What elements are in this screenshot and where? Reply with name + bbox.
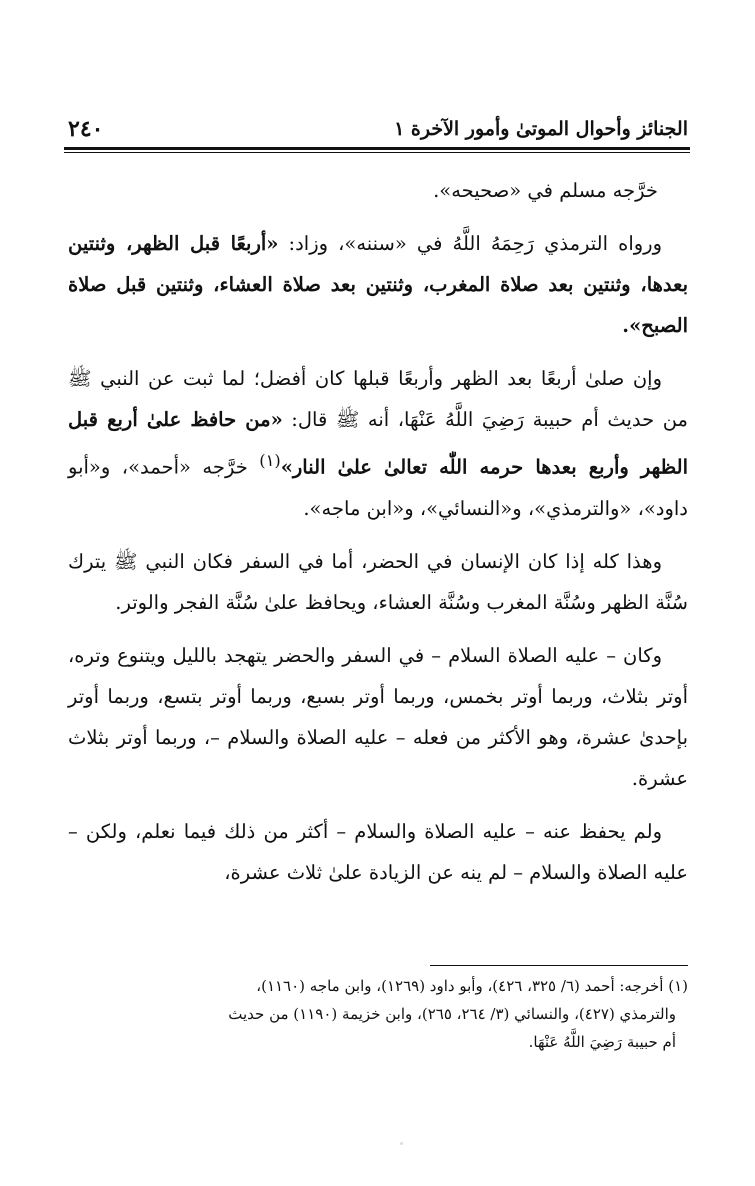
- footnotes: [68, 972, 688, 1056]
- footnote-separator: [430, 965, 688, 966]
- paragraph-6: [68, 811, 688, 893]
- footnote-marker: (١): [259, 451, 281, 470]
- paragraph-4: [68, 541, 688, 623]
- paragraph-6-text: ولم يحفظ عنه – عليه الصلاة والسلام – أكثر من ذلك فيما نعلم، ولكن – عليه الصلاة والسلام – لم ينه عن الزيادة علىٰ ثلاث عشرة،: [68, 819, 688, 884]
- paragraph-1-text: خرَّجه مسلم في «صحيحه».: [433, 179, 658, 202]
- paragraph-2: [68, 223, 688, 346]
- running-title: الجنائز وأحوال الموتىٰ وأمور الآخرة ١: [394, 118, 688, 140]
- paragraph-3-intro: وإن صلىٰ أربعًا بعد الظهر وأربعًا قبلها كان أفضل؛ لما ثبت عن النبي ﷺ من حديث أم حبيبة رَضِيَ اللَّهُ عَنْهَا، أنه ﷺ قال:: [68, 367, 689, 431]
- footnote-1-line-1: (١) أخرجه: أحمد (٦/ ٣٢٥، ٤٢٦)، وأبو داود (١٢٦٩)، وابن ماجه (١١٦٠)،: [256, 977, 688, 995]
- page-number: ٢٤٠: [68, 116, 104, 142]
- paragraph-5: [68, 635, 688, 799]
- footnote-1-line-3: أم حبيبة رَضِيَ اللَّهُ عَنْهَا.: [528, 1033, 676, 1051]
- paragraph-4-text: وهذا كله إذا كان الإنسان في الحضر، أما في السفر فكان النبي ﷺ يترك سُنَّة الظهر وسُنَّة المغرب وسُنَّة العشاء، ويحافظ علىٰ سُنَّة الفجر والوتر.: [68, 549, 688, 614]
- scan-speck: [400, 1142, 403, 1145]
- paragraph-3: [68, 358, 688, 529]
- footnote-1-line-2: والترمذي (٤٢٧)، والنسائي (٣/ ٢٦٤، ٢٦٥)، وابن خزيمة (١١٩٠) من حديث: [228, 1005, 676, 1023]
- page-header: [68, 112, 688, 146]
- paragraph-3-source: خرَّجه «أحمد»، و«أبو داود»، «والترمذي»، و«النسائي»، و«ابن ماجه».: [68, 455, 688, 520]
- header-rule-thin: [64, 152, 690, 153]
- paragraph-2-hadith: «أربعًا قبل الظهر، وثنتين بعدها، وثنتين بعد صلاة المغرب، وثنتين بعد صلاة العشاء، وثنتين قبل صلاة الصبح».: [68, 232, 688, 337]
- paragraph-3-hadith: «من حافظ علىٰ أربع قبل الظهر وأربع بعدها حرمه اللّٰه تعالىٰ علىٰ النار»: [68, 408, 688, 479]
- header-rule-thick: [64, 147, 690, 150]
- paragraph-2-intro: ورواه الترمذي رَحِمَهُ اللَّهُ في «سننه»، وزاد:: [278, 232, 662, 255]
- main-text: [68, 170, 688, 905]
- paragraph-1: [68, 170, 688, 211]
- paragraph-5-text: وكان – عليه الصلاة السلام – في السفر والحضر يتهجد بالليل ويتنوع وتره، أوتر بثلاث، وربما أوتر بخمس، وربما أوتر بسبع، وربما أوتر بتسع، وربما أوتر بإحدىٰ عشرة، وهو الأكثر من فعله – عليه الصلاة والسلام –، وربما أوتر بثلاث عشرة.: [68, 643, 688, 790]
